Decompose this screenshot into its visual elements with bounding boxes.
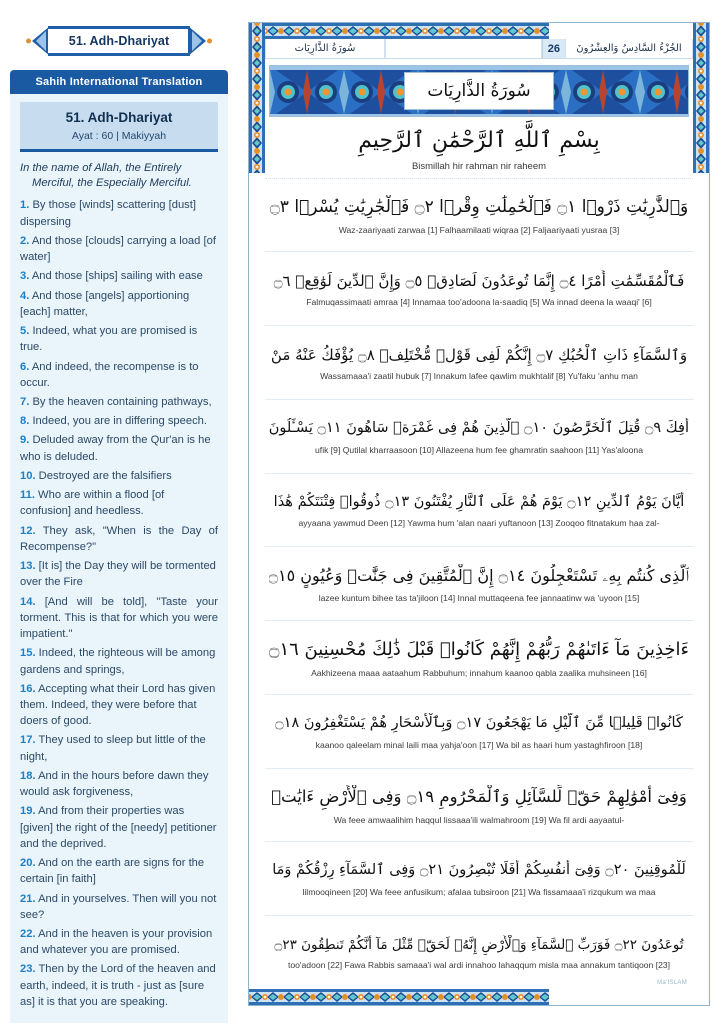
border-top-ornament [249, 23, 549, 39]
verse-number: 12. [20, 524, 36, 537]
verse-translation-item [20, 768, 218, 800]
ayah-arabic: أُفِكَ ۝٩ قُتِلَ ٱلْخَرَّٰصُونَ ۝١٠ ٱلَّذِينَ هُمْ فِى غَمْرَةࣲ سَاهُونَ ۝١١ يَسْـَٔلُونَ [269, 419, 689, 436]
verse-text: [And will be told], "Taste your torment. This is that for which you were impatient." [20, 595, 219, 641]
verse-number: 3. [20, 270, 30, 283]
verse-translation-item [20, 855, 218, 887]
ayah-arabic: تُوعَدُونَ ۝٢٢ فَوَرَبِّ ٱلسَّمَآءِ وَٱلْأَرْضِ إِنَّهُۥ لَحَقࣱّ مِّثْلَ مَآ أَنَّكُمْ تَنطِقُونَ ۝٢٣ [274, 936, 684, 953]
verse-text: And from their properties was [given] the right of the [needy] petitioner and the deprived. [20, 805, 217, 850]
verse-number: 14. [20, 595, 36, 608]
page-number: 26 [542, 39, 565, 58]
verse-number: 10. [20, 469, 36, 482]
verse-number: 17. [20, 734, 36, 747]
surah-title-arabic: سُورَةُ الذَّارِيَات [427, 81, 531, 101]
ribbon-cap-left-icon [26, 26, 50, 56]
verse-translation-item [20, 268, 218, 284]
running-header [265, 39, 693, 59]
verse-number: 19. [20, 805, 36, 818]
verse-text: And in the hours before dawn they would ask forgiveness, [20, 769, 209, 799]
verse-text: Who are within a flood [of confusion] and heedless. [20, 489, 165, 518]
ayah-row [265, 252, 693, 326]
ayah-transliteration: too'adoon [22] Fawa Rabbis samaaa'i wal ardi innahoo lahaqqum misla maa annakum tantiqoon [23] [287, 960, 671, 971]
ayah-arabic: وَٱلسَّمَآءِ ذَاتِ ٱلْحُبُكِ ۝٧ إِنَّكُمْ لَفِى قَوْلࣲ مُّخْتَلِفࣲ ۝٨ يُؤْفَكُ عَنْهُ مَنْ [270, 345, 688, 364]
verse-number: 18. [20, 769, 36, 782]
ayah-transliteration: lilmooqineen [20] Wa feee anfusikum; afalaa tubsiroon [21] Wa fissamaaa'i rizqukum wa maa [302, 887, 656, 898]
verse-translation-item [20, 523, 218, 555]
verse-text: Indeed, you are in differing speech. [32, 415, 208, 428]
ayah-transliteration: Falmuqassimaati amraa [4] Innamaa too'adoona la-saadiq [5] Wa innad deena la waaqi' [6] [306, 297, 652, 308]
ayah-row [265, 547, 693, 621]
ayah-arabic: فَٱلْمُقَسِّمَٰتِ أَمْرًا ۝٤ إِنَّمَا تُوعَدُونَ لَصَادِقࣱ ۝٥ وَإِنَّ ٱلدِّينَ لَوَٰقِعࣱ ۝٦ [273, 271, 685, 290]
surah-meta: Ayat : 60 | Makiyyah [71, 130, 167, 143]
running-header-spacer [385, 39, 542, 58]
ayah-row [265, 326, 693, 400]
verse-number: 13. [20, 560, 36, 573]
verse-translation-list [20, 197, 218, 1010]
verse-number: 16. [20, 682, 36, 695]
verse-text: And on the earth are signs for the certain [in faith] [20, 857, 205, 886]
verse-number: 15. [20, 647, 36, 660]
surah-title-plate [404, 72, 554, 110]
ayah-arabic: لِّلْمُوقِنِينَ ۝٢٠ وَفِىٓ أَنفُسِكُمْ أَفَلَا تُبْصِرُونَ ۝٢١ وَفِى ٱلسَّمَآءِ رِزْقُكُمْ وَمَا [272, 862, 686, 879]
verse-text: They ask, "When is the Day of Recompense?" [20, 524, 219, 553]
verse-text: Then by the Lord of the heaven and earth, indeed, it is truth - just as [sure as] it is that you are speaking. [20, 963, 216, 1008]
ayah-transliteration: kaanoo qaleelam minal laili maa yahja'oon [17] Wa bil as haari hum yastaghfiroon [18] [315, 739, 643, 750]
ayah-row [265, 769, 693, 843]
verse-translation-item [20, 487, 218, 519]
ayah-transliteration: ufik [9] Qutilal kharraasoon [10] Allazeena hum fee ghamratin saahoon [11] Yas'aloona [315, 444, 643, 455]
ayah-transliteration: lazee kuntum bihee tas ta'jiloon [14] Innal muttaqeena fee jannaatinw wa 'uyoon [15] [318, 593, 640, 604]
page-frame [248, 22, 710, 1006]
surah-title-banner [269, 65, 689, 117]
verse-text: And those [clouds] carrying a load [of water] [20, 234, 216, 264]
verse-translation-item [20, 323, 218, 355]
verse-text: And in the heaven is your provision and whatever you are promised. [20, 928, 213, 957]
verse-number: 5. [20, 325, 30, 338]
verse-translation-item [20, 359, 218, 391]
ayah-row [265, 916, 693, 989]
verse-translation-item [20, 926, 218, 958]
ayah-arabic: أَيَّانَ يَوْمُ ٱلدِّينِ ۝١٢ يَوْمَ هُمْ عَلَى ٱلنَّارِ يُفْتَنُونَ ۝١٣ ذُوقُوا۟ فِتْنَتَكُمْ هَٰذَا [273, 493, 685, 510]
verse-translation-item [20, 681, 218, 730]
verse-translation-item [20, 288, 218, 320]
border-left-ornament [249, 23, 265, 173]
ayah-arabic: وَفِىٓ أَمْوَٰلِهِمْ حَقࣱّ لِّلسَّآئِلِ وَٱلْمَحْرُومِ ۝١٩ وَفِى ٱلْأَرْضِ ءَايَٰتࣱ [271, 787, 687, 807]
verse-text: [It is] the Day they will be tormented over the Fire [20, 560, 216, 589]
verse-translation-item [20, 558, 218, 590]
bismillah-translation-line1: In the name of Allah, the Entirely [20, 162, 182, 175]
ayah-arabic: ٱلَّذِى كُنتُم بِهِۦ تَسْتَعْجِلُونَ ۝١٤ إِنَّ ٱلْمُتَّقِينَ فِى جَنَّٰتࣲ وَعُيُونٍ ۝١٥ [269, 566, 689, 586]
translation-source-header [10, 70, 228, 94]
verse-translation-item [20, 732, 218, 764]
translation-panel [10, 94, 228, 1023]
ribbon-cap-right-icon [188, 26, 212, 56]
verse-translation-item [20, 961, 218, 1010]
verse-text: And in yourselves. Then will you not see? [20, 892, 217, 921]
verse-translation-item [20, 891, 218, 923]
running-header-juz: الجُزْءُ السَّادِسُ وَالعِشْرُونَ [565, 39, 693, 58]
ayah-row [265, 179, 693, 253]
arabic-column [238, 0, 724, 1024]
ayah-rows [265, 179, 693, 990]
verse-number: 8. [20, 415, 30, 428]
watermark-label: Ma'ISLAM [657, 980, 687, 986]
ayah-arabic: وَٱلذَّٰرِيَٰتِ ذَرْوࣰا ۝١ فَٱلْحَٰمِلَٰتِ وِقْرࣰا ۝٢ فَٱلْجَٰرِيَٰتِ يُسْرࣰا ۝٣ [269, 196, 689, 217]
verse-text: Indeed, the righteous will be among gardens and springs, [20, 647, 216, 676]
ribbon-title: 51. Adh-Dhariyat [68, 34, 170, 48]
bismillah-block [265, 117, 693, 179]
verse-translation-item [20, 197, 218, 229]
verse-text: Deluded away from the Qur'an is he who is deluded. [20, 434, 211, 463]
ayah-transliteration: Waz-zaariyaati zarwaa [1] Falhaamilaati wiqraa [2] Faljaariyaati yusraa [3] [338, 225, 620, 236]
surah-name: 51. Adh-Dhariyat [65, 110, 173, 125]
bismillah-translation-line2: Merciful, the Especially Merciful. [32, 177, 192, 190]
verse-translation-item [20, 803, 218, 852]
bismillah-transliteration: Bismillah hir rahman nir raheem [411, 160, 547, 172]
verse-text: They used to sleep but little of the night, [20, 734, 206, 763]
ayah-transliteration: Wassamaaa'i zaatil hubuk [7] Innakum lafee qawlim mukhtalif [8] Yu'faku 'anhu man [320, 371, 638, 382]
border-bottom-ornament [249, 989, 549, 1005]
verse-number: 22. [20, 928, 36, 941]
border-right-ornament [693, 23, 709, 173]
verse-text: Destroyed are the falsifiers [38, 469, 172, 482]
ayah-row [265, 400, 693, 474]
ayah-transliteration: Wa feee amwaalihim haqqul lissaaa'ili walmahroom [19] Wa fil ardi aayaatul- [333, 814, 625, 825]
verse-number: 20. [20, 857, 36, 870]
ribbon-plate [48, 26, 190, 56]
ayah-arabic: ءَاخِذِينَ مَآ ءَاتَىٰهُمْ رَبُّهُمْ إِنَّهُمْ كَانُوا۟ قَبْلَ ذَٰلِكَ مُحْسِنِينَ ۝١٦ [269, 639, 689, 661]
surah-info-card [20, 102, 218, 152]
ayah-row [265, 695, 693, 769]
verse-translation-item [20, 594, 218, 643]
verse-text: And those [angels] apportioning [each] matter, [20, 289, 190, 318]
verse-text: By those [winds] scattering [dust] dispersing [20, 199, 196, 228]
verse-number: 9. [20, 434, 30, 447]
verse-number: 11. [20, 489, 35, 502]
verse-translation-item [20, 233, 218, 265]
verse-translation-item [20, 394, 218, 410]
verse-text: And those [ships] sailing with ease [31, 270, 203, 283]
verse-number: 21. [20, 892, 36, 905]
verse-translation-item [20, 645, 218, 677]
ayah-transliteration: ayyaana yawmud Deen [12] Yawma hum 'alan naari yuftanoon [13] Zooqoo fitnatakum haa zal- [298, 518, 660, 529]
verse-number: 6. [20, 360, 30, 373]
verse-text: By the heaven containing pathways, [32, 395, 212, 408]
bismillah-translation [20, 161, 218, 191]
verse-text: And indeed, the recompense is to occur. [20, 360, 199, 389]
ayah-row [265, 474, 693, 548]
verse-text: Accepting what their Lord has given them. Indeed, they were before that doers of good. [20, 682, 216, 728]
verse-number: 4. [20, 289, 30, 302]
verse-translation-item [20, 468, 218, 484]
ayah-arabic: كَانُوا۟ قَلِيلࣰا مِّنَ ٱلَّيْلِ مَا يَهْجَعُونَ ۝١٧ وَبِٱلْأَسْحَارِ هُمْ يَسْتَغْفِرُونَ ۝١٨ [275, 714, 683, 731]
ayah-row [265, 621, 693, 695]
ayah-transliteration: Aakhizeena maaa aataahum Rabbuhum; innahum kaanoo qabla zaalika muhsineen [16] [311, 668, 647, 679]
surah-ribbon [26, 26, 212, 56]
translation-column [0, 0, 238, 1024]
verse-number: 23. [20, 963, 36, 976]
ayah-row [265, 842, 693, 916]
page-content [265, 39, 693, 989]
bismillah-arabic: بِسْمِ ٱللَّهِ ٱلرَّحْمَٰنِ ٱلرَّحِيمِ [358, 128, 600, 153]
running-header-surah: سُورَةُ الذَّارِيَات [265, 39, 385, 58]
translation-source-label: Sahih International Translation [35, 76, 203, 88]
verse-translation-item [20, 413, 218, 429]
verse-number: 7. [20, 395, 30, 408]
verse-number: 1. [20, 199, 30, 212]
verse-number: 2. [20, 234, 30, 247]
verse-text: Indeed, what you are promised is true. [20, 325, 198, 354]
verse-translation-item [20, 432, 218, 464]
